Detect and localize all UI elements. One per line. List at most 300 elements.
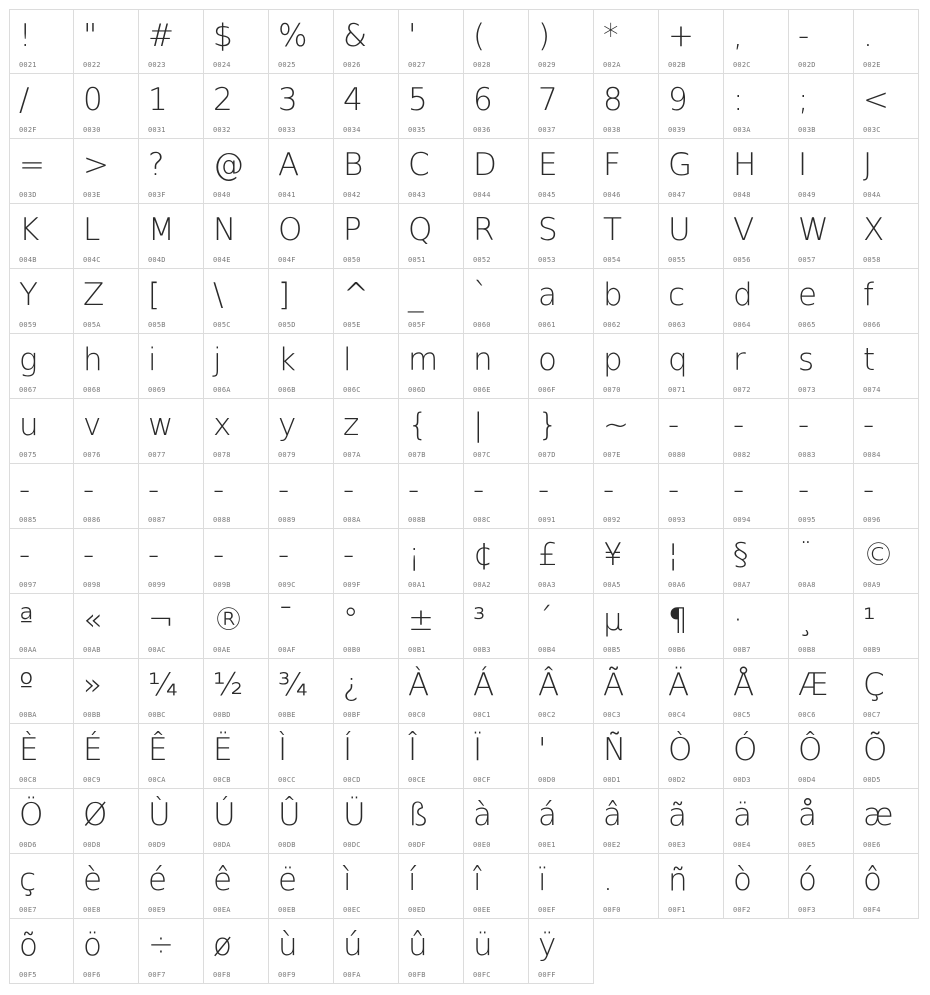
glyph-character: ß — [408, 797, 429, 833]
glyph-codepoint: 00BC — [148, 711, 166, 719]
glyph-cell — [204, 594, 269, 659]
glyph-character: @ — [213, 147, 244, 183]
glyph-character: < — [863, 82, 889, 118]
glyph-character: Ù — [148, 797, 171, 833]
glyph-codepoint: 003B — [798, 126, 816, 134]
glyph-cell — [789, 269, 854, 334]
glyph-cell — [594, 74, 659, 139]
glyph-character: v — [83, 407, 102, 443]
glyph-character: } — [538, 407, 558, 443]
glyph-cell — [529, 529, 594, 594]
glyph-cell — [269, 724, 334, 789]
glyph-codepoint: 006D — [408, 386, 426, 394]
glyph-cell — [724, 139, 789, 204]
glyph-cell — [464, 74, 529, 139]
glyph-codepoint: 00EC — [343, 906, 361, 914]
glyph-codepoint: 009F — [343, 581, 361, 589]
glyph-codepoint: 0042 — [343, 191, 361, 199]
glyph-codepoint: 00A5 — [603, 581, 621, 589]
glyph-character: £ — [538, 537, 558, 573]
glyph-character: " — [83, 18, 98, 54]
glyph-codepoint: 005F — [408, 321, 426, 329]
glyph-character: I — [798, 147, 808, 183]
glyph-cell — [854, 9, 919, 74]
glyph-character: - — [668, 407, 680, 443]
glyph-character: 1 — [148, 82, 168, 118]
glyph-character: ú — [343, 927, 363, 963]
glyph-character: [ — [148, 277, 161, 313]
glyph-character: ¼ — [148, 667, 179, 703]
glyph-codepoint: 0064 — [733, 321, 751, 329]
glyph-character: J — [863, 147, 873, 183]
glyph-cell — [529, 854, 594, 919]
glyph-codepoint: 00BD — [213, 711, 231, 719]
glyph-codepoint: 007E — [603, 451, 621, 459]
glyph-character: » — [83, 667, 102, 703]
glyph-character: j — [213, 342, 222, 378]
glyph-character: Æ — [798, 667, 829, 703]
glyph-cell — [9, 659, 74, 724]
glyph-codepoint: 002E — [863, 61, 881, 69]
glyph-cell — [659, 594, 724, 659]
glyph-cell — [269, 9, 334, 74]
glyph-codepoint: 0021 — [19, 61, 37, 69]
glyph-character: É — [83, 732, 103, 768]
glyph-codepoint: 003A — [733, 126, 751, 134]
glyph-cell — [74, 334, 139, 399]
glyph-codepoint: 00E2 — [603, 841, 621, 849]
glyph-character: å — [798, 797, 817, 833]
glyph-character: Í — [343, 732, 353, 768]
glyph-cell — [9, 269, 74, 334]
glyph-cell — [74, 464, 139, 529]
glyph-cell — [139, 529, 204, 594]
glyph-cell — [464, 139, 529, 204]
glyph-cell — [854, 139, 919, 204]
glyph-character: · — [733, 602, 743, 638]
glyph-cell — [659, 334, 724, 399]
glyph-cell — [399, 269, 464, 334]
glyph-character: µ — [603, 602, 623, 638]
glyph-codepoint: 00B4 — [538, 646, 556, 654]
glyph-codepoint: 007B — [408, 451, 426, 459]
glyph-character: § — [733, 537, 749, 573]
glyph-codepoint: 002D — [798, 61, 816, 69]
glyph-cell — [659, 74, 724, 139]
glyph-codepoint: 00D1 — [603, 776, 621, 784]
glyph-character: n — [473, 342, 493, 378]
glyph-codepoint: 00A7 — [733, 581, 751, 589]
glyph-cell — [789, 204, 854, 269]
glyph-character: ± — [408, 602, 434, 638]
glyph-codepoint: 0094 — [733, 516, 751, 524]
glyph-character: û — [408, 927, 428, 963]
glyph-character: ñ — [668, 862, 688, 898]
glyph-cell — [399, 854, 464, 919]
glyph-codepoint: 0055 — [668, 256, 686, 264]
glyph-cell — [594, 854, 659, 919]
glyph-codepoint: 0050 — [343, 256, 361, 264]
glyph-codepoint: 00FC — [473, 971, 491, 979]
glyph-character: - — [278, 537, 290, 573]
glyph-cell — [74, 269, 139, 334]
glyph-cell — [334, 204, 399, 269]
glyph-character: > — [83, 147, 109, 183]
glyph-character: Ø — [83, 797, 108, 833]
glyph-cell — [724, 789, 789, 854]
glyph-cell — [334, 854, 399, 919]
glyph-cell — [399, 334, 464, 399]
glyph-codepoint: 0067 — [19, 386, 37, 394]
glyph-codepoint: 00F3 — [798, 906, 816, 914]
glyph-character: T — [603, 212, 622, 248]
glyph-cell — [269, 919, 334, 984]
glyph-codepoint: 00E4 — [733, 841, 751, 849]
glyph-codepoint: 0075 — [19, 451, 37, 459]
glyph-codepoint: 0098 — [83, 581, 101, 589]
glyph-codepoint: 0031 — [148, 126, 166, 134]
glyph-character: { — [408, 407, 428, 443]
glyph-codepoint: 00B1 — [408, 646, 426, 654]
glyph-codepoint: 00D4 — [798, 776, 816, 784]
glyph-character: ^ — [343, 277, 369, 313]
glyph-cell — [789, 139, 854, 204]
glyph-codepoint: 0092 — [603, 516, 621, 524]
glyph-character: Û — [278, 797, 301, 833]
glyph-codepoint: 005E — [343, 321, 361, 329]
glyph-character: \ — [213, 277, 224, 313]
glyph-codepoint: 00AE — [213, 646, 231, 654]
glyph-grid — [9, 9, 919, 984]
glyph-cell — [724, 594, 789, 659]
glyph-cell — [334, 334, 399, 399]
glyph-character: Ä — [668, 667, 690, 703]
glyph-codepoint: 006B — [278, 386, 296, 394]
glyph-character: B — [343, 147, 364, 183]
glyph-cell — [724, 464, 789, 529]
glyph-cell — [139, 334, 204, 399]
glyph-codepoint: 00F0 — [603, 906, 621, 914]
glyph-codepoint: 0024 — [213, 61, 231, 69]
glyph-codepoint: 006F — [538, 386, 556, 394]
glyph-codepoint: 007A — [343, 451, 361, 459]
glyph-codepoint: 00E5 — [798, 841, 816, 849]
glyph-codepoint: 0066 — [863, 321, 881, 329]
glyph-cell — [659, 139, 724, 204]
glyph-character: R — [473, 212, 495, 248]
glyph-character: ) — [538, 18, 551, 54]
glyph-cell — [529, 74, 594, 139]
glyph-codepoint: 00CB — [213, 776, 231, 784]
glyph-character: ¶ — [668, 602, 688, 638]
glyph-character: M — [148, 212, 175, 248]
glyph-cell — [464, 334, 529, 399]
glyph-cell — [789, 659, 854, 724]
glyph-codepoint: 0093 — [668, 516, 686, 524]
glyph-codepoint: 00B5 — [603, 646, 621, 654]
glyph-codepoint: 003E — [83, 191, 101, 199]
glyph-codepoint: 0060 — [473, 321, 491, 329]
glyph-cell — [139, 919, 204, 984]
glyph-character: - — [798, 472, 810, 508]
glyph-character: a — [538, 277, 557, 313]
glyph-codepoint: 00B0 — [343, 646, 361, 654]
glyph-codepoint: 004E — [213, 256, 231, 264]
glyph-codepoint: 00D5 — [863, 776, 881, 784]
glyph-cell — [9, 139, 74, 204]
glyph-codepoint: 0040 — [213, 191, 231, 199]
glyph-character: , — [733, 18, 743, 54]
glyph-codepoint: 00AF — [278, 646, 296, 654]
glyph-character: ½ — [213, 667, 244, 703]
glyph-character: - — [213, 472, 225, 508]
glyph-codepoint: 006C — [343, 386, 361, 394]
glyph-cell — [659, 789, 724, 854]
glyph-codepoint: 007C — [473, 451, 491, 459]
glyph-character: à — [473, 797, 492, 833]
glyph-cell — [9, 919, 74, 984]
glyph-cell — [74, 789, 139, 854]
glyph-cell — [594, 399, 659, 464]
glyph-codepoint: 0099 — [148, 581, 166, 589]
glyph-cell — [139, 789, 204, 854]
glyph-cell — [594, 334, 659, 399]
glyph-codepoint: 0083 — [798, 451, 816, 459]
glyph-character: « — [83, 602, 102, 638]
glyph-codepoint: 0041 — [278, 191, 296, 199]
glyph-codepoint: 00AB — [83, 646, 101, 654]
glyph-character: % — [278, 18, 308, 54]
glyph-cell — [529, 594, 594, 659]
glyph-cell — [854, 269, 919, 334]
glyph-character: G — [668, 147, 693, 183]
glyph-character: ù — [278, 927, 298, 963]
glyph-codepoint: 00ED — [408, 906, 426, 914]
glyph-codepoint: 00DA — [213, 841, 231, 849]
glyph-cell — [334, 659, 399, 724]
glyph-cell — [594, 204, 659, 269]
glyph-cell — [724, 74, 789, 139]
glyph-character: Y — [19, 277, 38, 313]
glyph-character: V — [733, 212, 755, 248]
glyph-cell — [789, 529, 854, 594]
glyph-character: ø — [213, 927, 232, 963]
glyph-codepoint: 00B6 — [668, 646, 686, 654]
glyph-codepoint: 00CA — [148, 776, 166, 784]
glyph-codepoint: 00EF — [538, 906, 556, 914]
glyph-character: - — [83, 472, 95, 508]
glyph-character: Z — [83, 277, 105, 313]
glyph-character: Å — [733, 667, 755, 703]
glyph-codepoint: 005D — [278, 321, 296, 329]
glyph-codepoint: 00DB — [278, 841, 296, 849]
glyph-cell — [269, 529, 334, 594]
glyph-character: Ç — [863, 667, 885, 703]
glyph-character: S — [538, 212, 558, 248]
glyph-cell — [204, 789, 269, 854]
glyph-codepoint: 0025 — [278, 61, 296, 69]
glyph-character: Ó — [733, 732, 758, 768]
glyph-cell — [74, 854, 139, 919]
glyph-cell — [269, 594, 334, 659]
glyph-character: Ö — [19, 797, 44, 833]
glyph-character: s — [798, 342, 815, 378]
glyph-cell — [724, 659, 789, 724]
glyph-character: - — [343, 472, 355, 508]
glyph-character: : — [733, 82, 744, 118]
glyph-codepoint: 0046 — [603, 191, 621, 199]
glyph-cell — [334, 139, 399, 204]
glyph-cell — [74, 204, 139, 269]
glyph-codepoint: 0097 — [19, 581, 37, 589]
glyph-codepoint: 00BA — [19, 711, 37, 719]
glyph-character: í — [408, 862, 417, 898]
glyph-codepoint: 00DF — [408, 841, 426, 849]
glyph-codepoint: 00F9 — [278, 971, 296, 979]
glyph-character: ì — [343, 862, 352, 898]
glyph-character: ç — [19, 862, 37, 898]
glyph-codepoint: 0030 — [83, 126, 101, 134]
glyph-codepoint: 0078 — [213, 451, 231, 459]
glyph-character: ' — [408, 18, 417, 54]
glyph-character: & — [343, 18, 368, 54]
glyph-character: 5 — [408, 82, 428, 118]
glyph-character: - — [19, 537, 31, 573]
glyph-codepoint: 00F5 — [19, 971, 37, 979]
glyph-cell — [204, 854, 269, 919]
glyph-character: î — [473, 862, 482, 898]
glyph-character: - — [538, 472, 550, 508]
glyph-character: $ — [213, 18, 233, 54]
glyph-cell — [659, 269, 724, 334]
glyph-cell — [724, 399, 789, 464]
glyph-cell — [789, 464, 854, 529]
glyph-character: - — [863, 472, 875, 508]
glyph-codepoint: 005A — [83, 321, 101, 329]
glyph-cell — [399, 724, 464, 789]
glyph-codepoint: 00C5 — [733, 711, 751, 719]
glyph-cell — [464, 269, 529, 334]
glyph-codepoint: 0051 — [408, 256, 426, 264]
glyph-character: - — [798, 18, 810, 54]
glyph-cell — [204, 724, 269, 789]
glyph-cell — [529, 9, 594, 74]
glyph-cell — [269, 854, 334, 919]
glyph-cell — [789, 334, 854, 399]
glyph-cell — [269, 334, 334, 399]
glyph-cell — [594, 529, 659, 594]
glyph-codepoint: 0033 — [278, 126, 296, 134]
glyph-codepoint: 0034 — [343, 126, 361, 134]
glyph-codepoint: 00C1 — [473, 711, 491, 719]
glyph-cell — [204, 139, 269, 204]
glyph-codepoint: 00F7 — [148, 971, 166, 979]
glyph-cell — [529, 399, 594, 464]
glyph-codepoint: 0076 — [83, 451, 101, 459]
glyph-cell — [854, 594, 919, 659]
glyph-cell — [204, 659, 269, 724]
glyph-codepoint: 00C4 — [668, 711, 686, 719]
glyph-character: i — [148, 342, 157, 378]
glyph-cell — [724, 334, 789, 399]
glyph-cell — [399, 529, 464, 594]
glyph-character: F — [603, 147, 621, 183]
glyph-character: + — [668, 18, 694, 54]
glyph-cell — [724, 9, 789, 74]
glyph-character: Á — [473, 667, 495, 703]
glyph-codepoint: 0056 — [733, 256, 751, 264]
glyph-cell — [464, 789, 529, 854]
glyph-character: - — [148, 537, 160, 573]
glyph-codepoint: 00FA — [343, 971, 361, 979]
glyph-codepoint: 00D0 — [538, 776, 556, 784]
glyph-cell — [529, 139, 594, 204]
glyph-cell — [74, 399, 139, 464]
glyph-character: - — [408, 472, 420, 508]
glyph-cell — [74, 529, 139, 594]
glyph-codepoint: 006A — [213, 386, 231, 394]
glyph-codepoint: 0062 — [603, 321, 621, 329]
glyph-character: 9 — [668, 82, 688, 118]
glyph-codepoint: 009C — [278, 581, 296, 589]
glyph-character: d — [733, 277, 753, 313]
glyph-codepoint: 0052 — [473, 256, 491, 264]
glyph-codepoint: 0038 — [603, 126, 621, 134]
glyph-codepoint: 00A3 — [538, 581, 556, 589]
glyph-cell — [399, 594, 464, 659]
glyph-cell — [9, 399, 74, 464]
glyph-character: è — [83, 862, 103, 898]
glyph-cell — [9, 334, 74, 399]
glyph-character: é — [148, 862, 168, 898]
glyph-character: ¯ — [278, 602, 294, 638]
glyph-codepoint: 0026 — [343, 61, 361, 69]
glyph-character: - — [83, 537, 95, 573]
glyph-cell — [854, 854, 919, 919]
glyph-cell — [594, 139, 659, 204]
glyph-character: L — [83, 212, 101, 248]
glyph-codepoint: 004F — [278, 256, 296, 264]
glyph-codepoint: 00F6 — [83, 971, 101, 979]
glyph-cell — [269, 789, 334, 854]
glyph-character: X — [863, 212, 885, 248]
glyph-cell — [204, 529, 269, 594]
glyph-character: ¦ — [668, 537, 679, 573]
glyph-character: ; — [798, 82, 809, 118]
glyph-character: A — [278, 147, 300, 183]
glyph-cell — [789, 399, 854, 464]
glyph-character: - — [798, 407, 810, 443]
glyph-cell — [594, 269, 659, 334]
glyph-cell — [74, 74, 139, 139]
glyph-cell — [529, 789, 594, 854]
glyph-codepoint: 0069 — [148, 386, 166, 394]
glyph-cell — [464, 204, 529, 269]
glyph-cell — [399, 74, 464, 139]
glyph-character: ö — [83, 927, 102, 963]
glyph-cell — [74, 724, 139, 789]
glyph-character: Ã — [603, 667, 625, 703]
glyph-codepoint: 0028 — [473, 61, 491, 69]
glyph-codepoint: 0054 — [603, 256, 621, 264]
glyph-cell — [9, 74, 74, 139]
glyph-cell — [399, 139, 464, 204]
glyph-codepoint: 00E7 — [19, 906, 37, 914]
glyph-codepoint: 003C — [863, 126, 881, 134]
glyph-codepoint: 0074 — [863, 386, 881, 394]
glyph-cell — [529, 334, 594, 399]
glyph-codepoint: 002F — [19, 126, 37, 134]
